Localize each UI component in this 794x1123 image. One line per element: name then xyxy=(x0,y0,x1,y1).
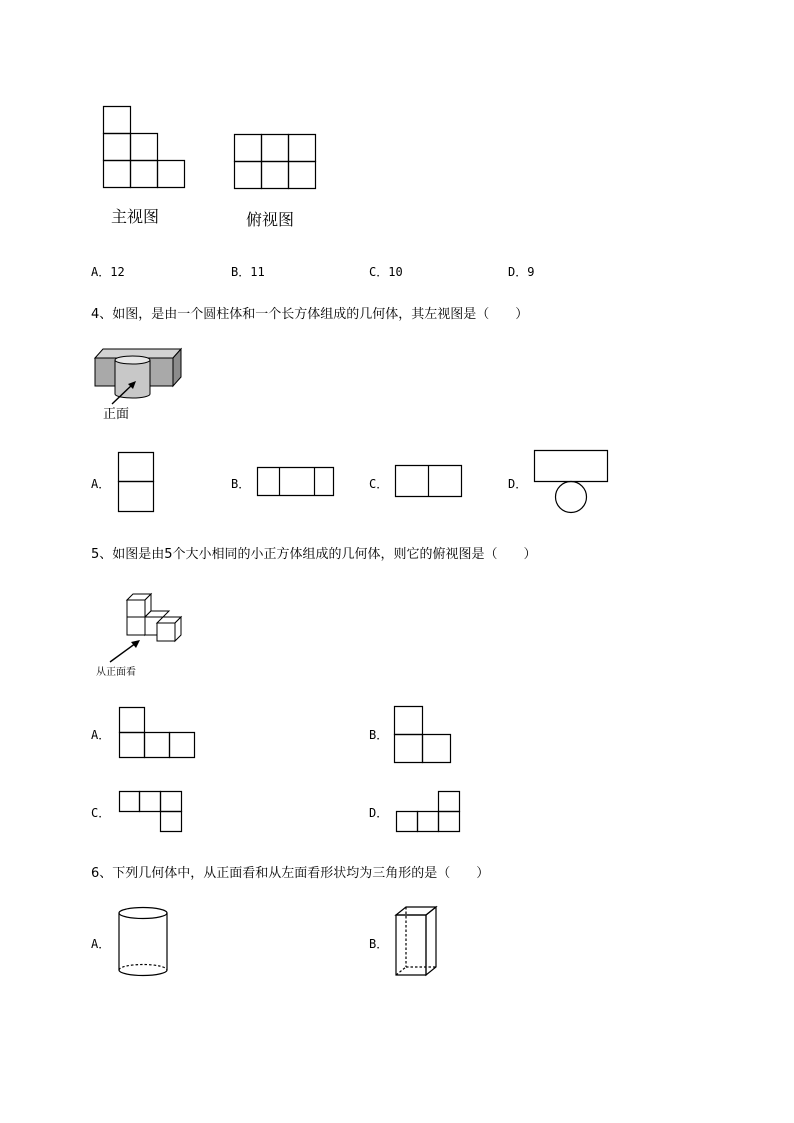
q4-option-b-figure[interactable] xyxy=(257,467,334,496)
q3-option-c[interactable]: C．10 xyxy=(369,265,403,279)
q5-option-a-figure[interactable] xyxy=(119,707,195,759)
q4-option-c-figure[interactable] xyxy=(395,465,462,497)
q4-solid-figure xyxy=(95,346,185,406)
q6-option-b-prism-figure[interactable] xyxy=(394,905,438,977)
q3-option-b[interactable]: B．11 xyxy=(231,265,265,279)
q5-arrow-icon xyxy=(108,638,148,664)
q5-option-d[interactable]: D． xyxy=(369,806,389,820)
top-view-label: 俯视图 xyxy=(246,210,295,229)
q5-option-c[interactable]: C． xyxy=(91,806,111,820)
q5-option-a[interactable]: A． xyxy=(91,728,111,742)
q4-option-d-figure[interactable] xyxy=(534,450,608,514)
main-view-figure xyxy=(103,106,185,189)
view-from-front-label: 从正面看 xyxy=(96,667,136,678)
q4-option-a[interactable]: A． xyxy=(91,477,111,491)
q4-text: 4、如图，是由一个圆柱体和一个长方体组成的几何体，其左视图是（ ） xyxy=(91,307,529,322)
top-view-figure xyxy=(234,134,316,189)
q3-option-d[interactable]: D．9 xyxy=(508,265,535,279)
main-view-label: 主视图 xyxy=(111,207,160,226)
q6-option-b[interactable]: B． xyxy=(369,937,389,951)
q5-option-c-figure[interactable] xyxy=(119,791,183,833)
q4-option-a-figure[interactable] xyxy=(118,452,154,512)
q4-option-b[interactable]: B． xyxy=(231,477,251,491)
q5-text: 5、如图是由5个大小相同的小正方体组成的几何体，则它的俯视图是（ ） xyxy=(91,547,537,562)
q3-option-a[interactable]: A．12 xyxy=(91,265,125,279)
q6-option-a-cylinder-figure[interactable] xyxy=(117,906,169,978)
q5-option-b[interactable]: B． xyxy=(369,728,389,742)
front-label: 正面 xyxy=(103,407,130,422)
q6-option-a[interactable]: A． xyxy=(91,937,111,951)
q5-option-d-figure[interactable] xyxy=(396,791,460,833)
q4-option-d[interactable]: D． xyxy=(508,477,528,491)
q6-text: 6、下列几何体中，从正面看和从左面看形状均为三角形的是（ ） xyxy=(91,866,490,881)
q5-option-b-figure[interactable] xyxy=(394,706,452,763)
q4-option-c[interactable]: C． xyxy=(369,477,389,491)
